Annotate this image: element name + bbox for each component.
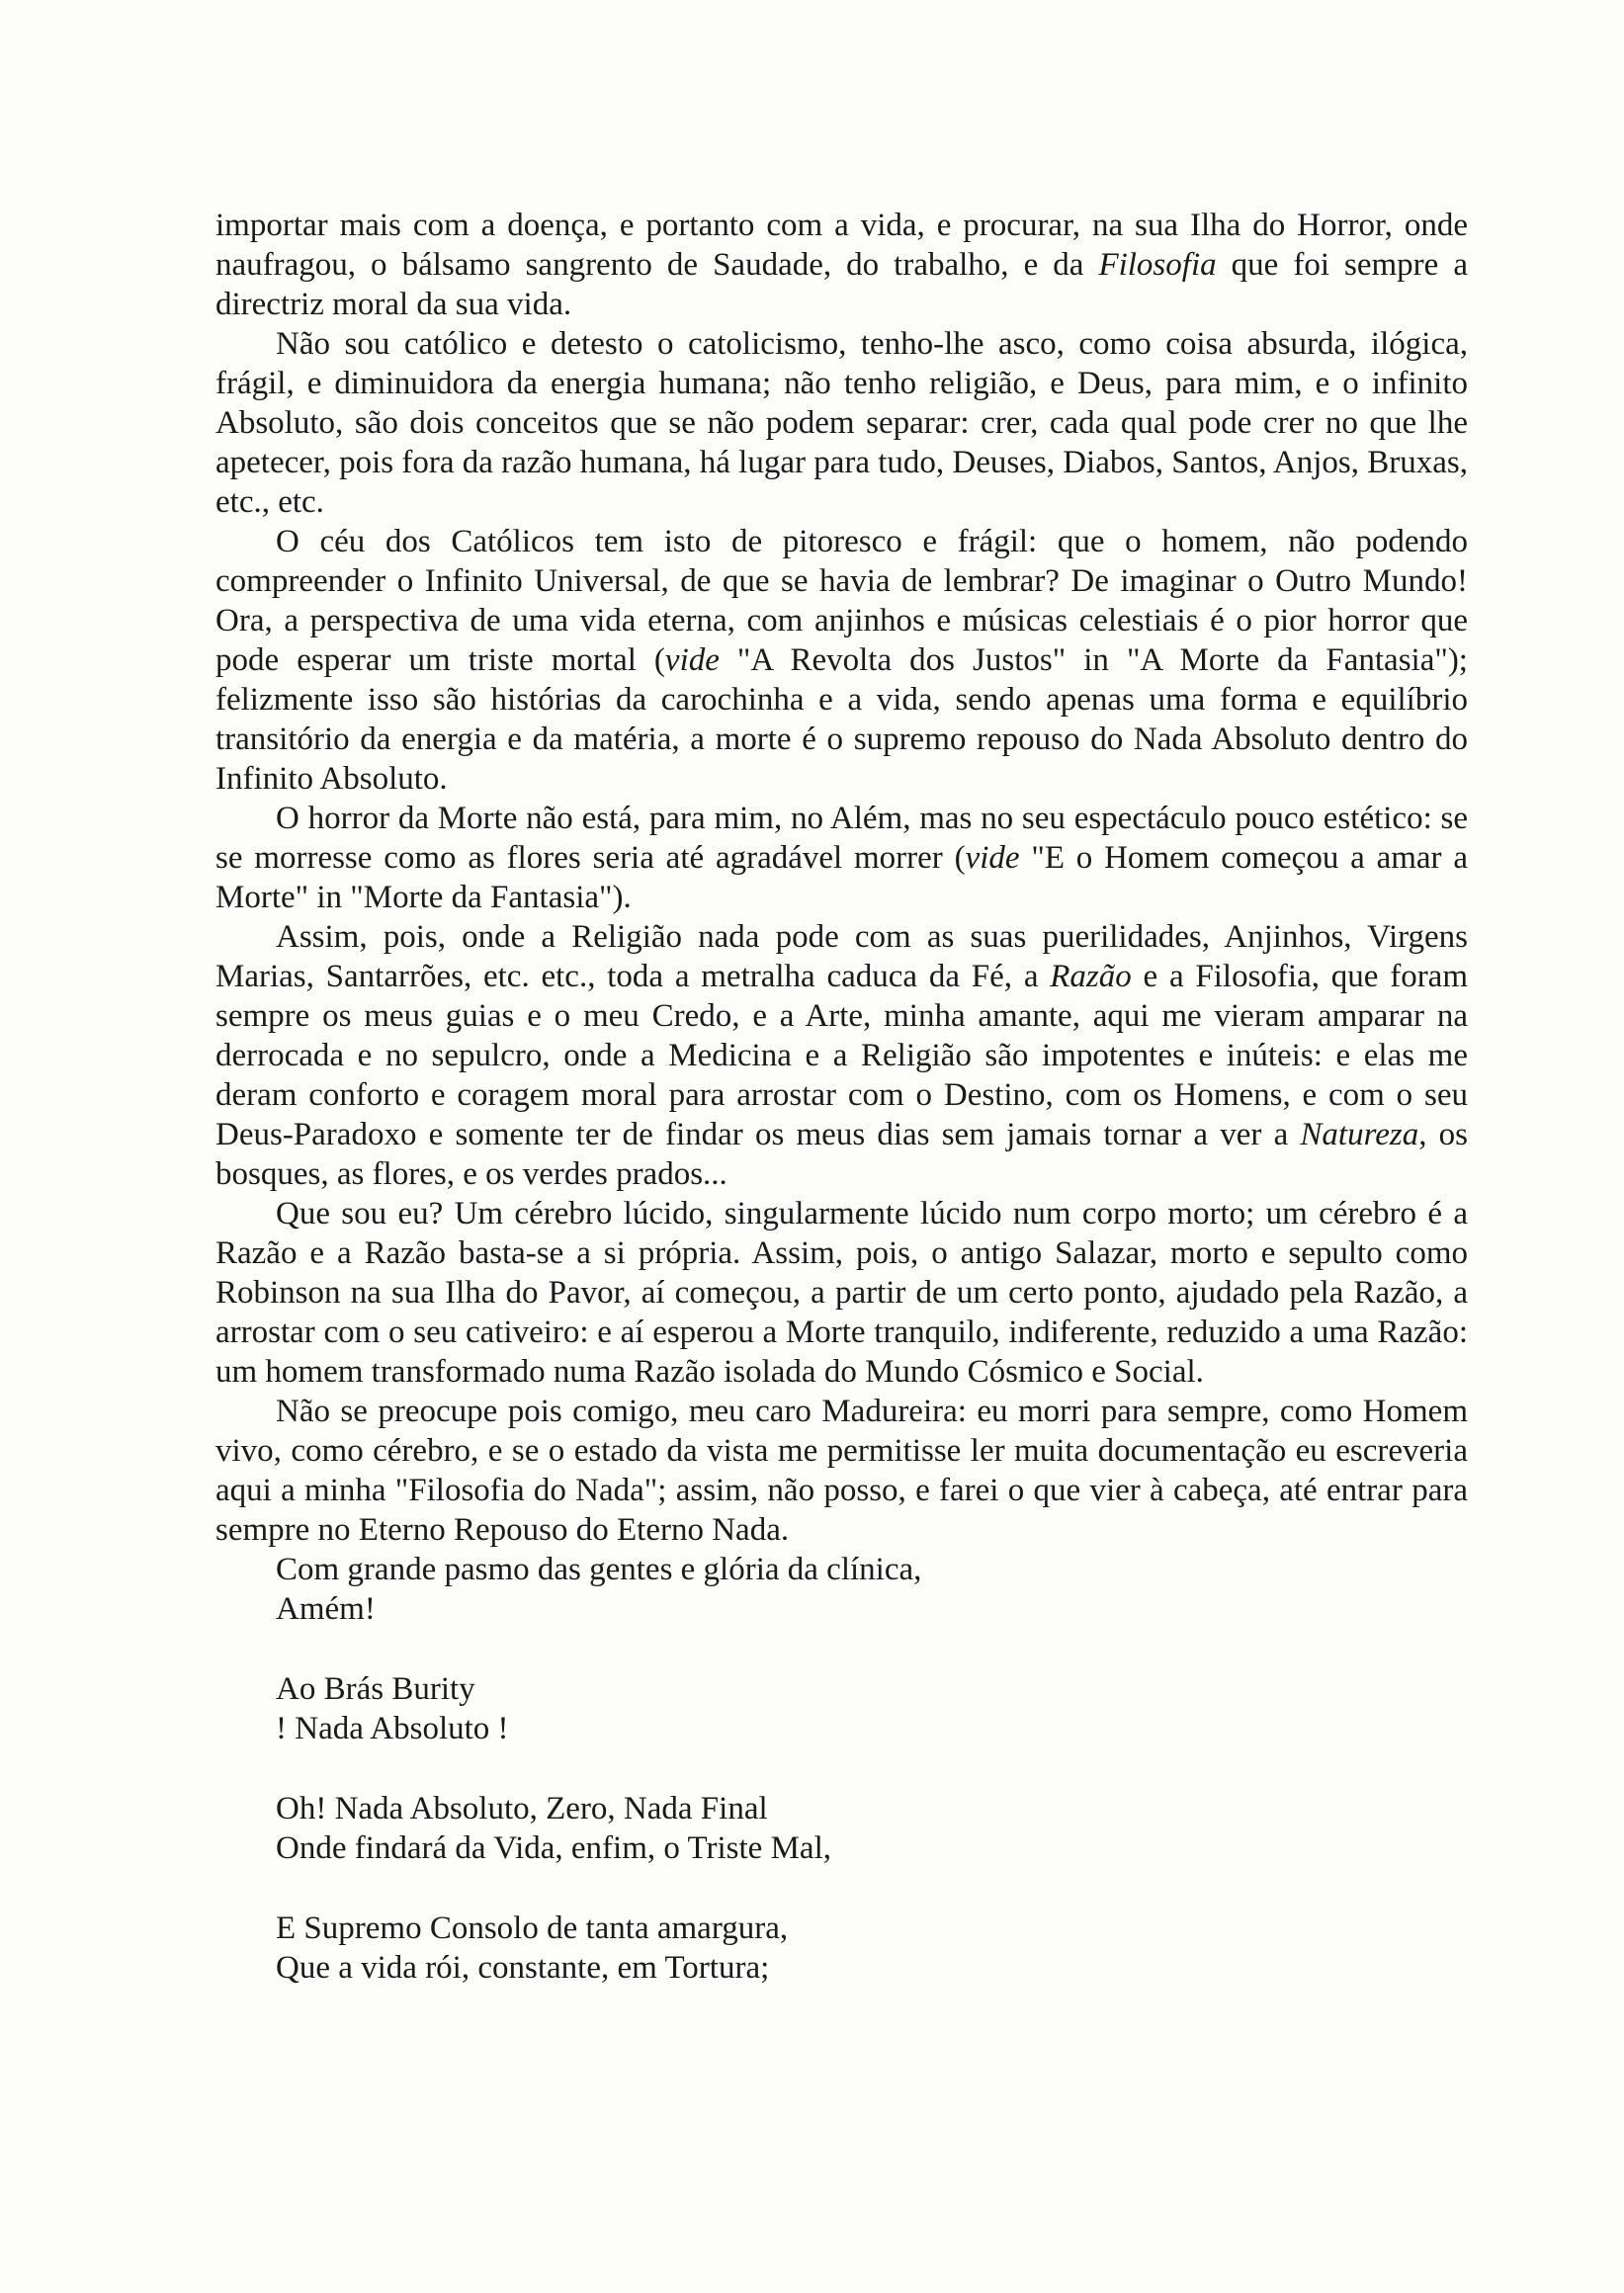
body-text: [215, 206, 1468, 1988]
paragraph: Que sou eu? Um cérebro lúcido, singularmente lúcido num corpo morto; um cérebro é a Razão e a Razão basta-se a si própria. Assim, pois, o antigo Salazar, morto e sepulto como Robinson na sua Ilha do Pavor, aí começou, a partir de um certo ponto, ajudado pela Razão, a arrostar com o seu cativeiro: e aí esperou a Morte tranquilo, indiferente, reduzido a uma Razão: um homem transformado numa Razão isolada do Mundo Cósmico e Social.: [215, 1196, 1468, 1390]
poem-line: Oh! Nada Absoluto, Zero, Nada Final: [276, 1791, 768, 1826]
spacer: [215, 1629, 1468, 1669]
poem-line: E Supremo Consolo de tanta amargura,: [276, 1911, 789, 1946]
paragraph: Não sou católico e detesto o catolicismo, tenho-lhe asco, como coisa absurda, ilógica, frágil, e diminuidora da energia humana; não tenho religião, e Deus, para mim, e o infinito Absoluto, são dois conceitos que se não podem separar: crer, cada qual pode crer no que lhe apetecer, pois fora da razão humana, há lugar para tudo, Deuses, Diabos, Santos, Anjos, Bruxas, etc., etc.: [215, 326, 1468, 520]
poem-line: Onde findará da Vida, enfim, o Triste Mal,: [276, 1830, 831, 1866]
closing-line: Com grande pasmo das gentes e glória da clínica,: [276, 1552, 922, 1587]
paragraph: Não se preocupe pois comigo, meu caro Madureira: eu morri para sempre, como Homem vivo, como cérebro, e se o estado da vista me permitisse ler muita documentação eu escreveria aqui a minha "Filosofia do Nada"; assim, não posso, e farei o que vier à cabeça, até entrar para sempre no Eterno Repouso do Eterno Nada.: [215, 1394, 1468, 1548]
poem-title: ! Nada Absoluto !: [276, 1711, 509, 1746]
paragraph: Assim, pois, onde a Religião nada pode com as suas puerilidades, Anjinhos, Virgens Marias, Santarrões, etc. etc., toda a metralha caduca da Fé, a Razão e a Filosofia, que foram sempre os meus guias e o meu Credo, e a Arte, minha amante, aqui me vieram amparar na derrocada e no sepulcro, onde a Medicina e a Religião são impotentes e inúteis: e elas me deram conforto e coragem moral para arrostar com o Destino, com os Homens, e com o seu Deus-Paradoxo e somente ter de findar os meus dias sem jamais tornar a ver a Natureza, os bosques, as flores, e os verdes prados...: [215, 919, 1469, 1192]
italic-term: vide: [965, 840, 1020, 876]
italic-term: vide: [664, 642, 720, 678]
italic-term: Razão: [1050, 959, 1132, 994]
italic-term: Natureza: [1300, 1117, 1419, 1152]
spacer: [215, 1868, 1468, 1909]
paragraph: O céu dos Católicos tem isto de pitoresco e frágil: que o homem, não podendo compreender o Infinito Universal, de que se havia de lembrar? De imaginar o Outro Mundo! Ora, a perspectiva de uma vida eterna, com anjinhos e músicas celestiais é o pior horror que pode esperar um triste mortal (vide "A Revolta dos Justos" in "A Morte da Fantasia"); felizmente isso são histórias da carochinha e a vida, sendo apenas uma forma e equilíbrio transitório da energia e da matéria, a morte é o supremo repouso do Nada Absoluto dentro do Infinito Absoluto.: [215, 524, 1468, 797]
italic-term: Filosofia: [1098, 247, 1217, 283]
closing-amen: Amém!: [276, 1591, 376, 1627]
poem-line: Que a vida rói, constante, em Tortura;: [276, 1950, 770, 1986]
dedication-recipient: Ao Brás Burity: [276, 1671, 475, 1707]
paragraph: O horror da Morte não está, para mim, no Além, mas no seu espectáculo pouco estético: se se morresse como as flores seria até agradável morrer (vide "E o Homem começou a amar a Morte" in "Morte da Fantasia").: [215, 801, 1468, 915]
paragraph: importar mais com a doença, e portanto com a vida, e procurar, na sua Ilha do Horror, onde naufragou, o bálsamo sangrento de Saudade, do trabalho, e da Filosofia que foi sempre a directriz moral da sua vida.: [215, 208, 1468, 322]
spacer: [215, 1748, 1468, 1789]
